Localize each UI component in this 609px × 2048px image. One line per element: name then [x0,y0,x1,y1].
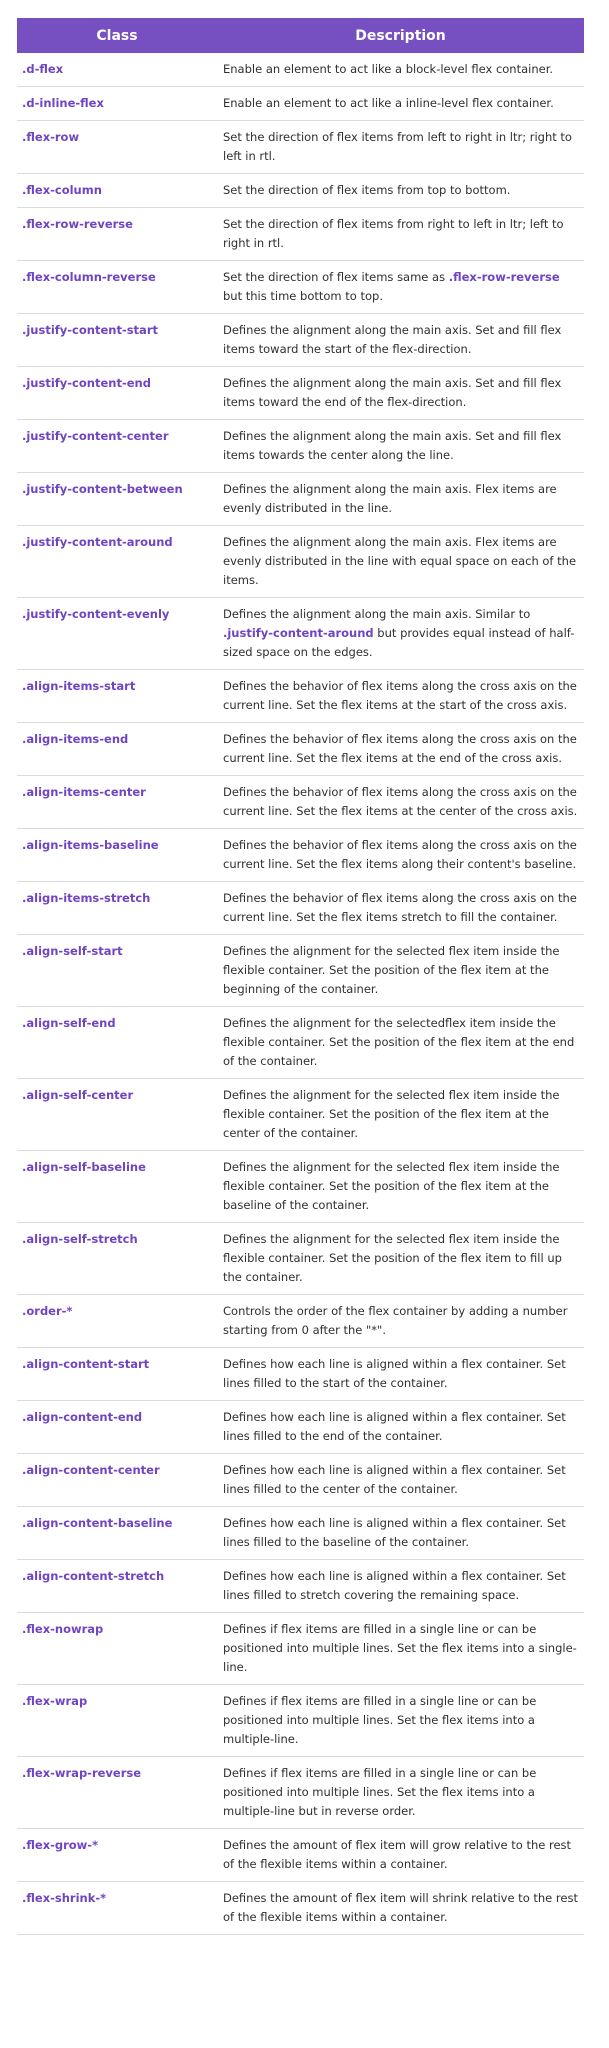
description-cell [217,208,584,261]
class-name-cell: .align-self-center [17,1079,217,1151]
description-cell [217,1685,584,1757]
class-name-cell: .align-content-stretch [17,1560,217,1613]
description-text: Set the direction of flex items from left to right in ltr; right to left in rtl. [223,130,572,163]
class-name-cell: .d-inline-flex [17,87,217,121]
table-row [17,1685,584,1757]
table-row [17,935,584,1007]
table-row [17,1348,584,1401]
column-header-description: Description [217,18,584,53]
class-name-cell: .justify-content-between [17,473,217,526]
description-cell [217,1079,584,1151]
description-cell [217,1295,584,1348]
description-cell [217,87,584,121]
class-name-cell: .align-items-center [17,776,217,829]
table-row [17,1882,584,1935]
description-cell [217,829,584,882]
table-row [17,1151,584,1223]
table-row [17,1560,584,1613]
table-row [17,670,584,723]
table-row [17,53,584,87]
description-cell [217,776,584,829]
description-cell [217,53,584,87]
description-cell [217,723,584,776]
table-row [17,314,584,367]
class-name-cell: .flex-grow-* [17,1829,217,1882]
table-row [17,1829,584,1882]
description-text: but provides equal instead of half-sized space on the edges. [223,626,575,659]
class-name-cell: .flex-nowrap [17,1613,217,1685]
description-cell [217,1151,584,1223]
description-text: Defines how each line is aligned within a flex container. Set lines filled to the end of the container. [223,1410,566,1443]
table-body [17,53,584,1935]
class-name-cell: .justify-content-evenly [17,598,217,670]
description-text: Defines the behavior of flex items along the cross axis on the current line. Set the flex items at the center of the cross axis. [223,785,578,818]
flex-utilities-table [17,18,584,1935]
description-text: Defines the alignment along the main axis. Set and fill flex items toward the end of the flex-direction. [223,376,562,409]
table-row [17,526,584,598]
class-name-cell: .align-content-baseline [17,1507,217,1560]
class-name-cell: .align-items-stretch [17,882,217,935]
table-row [17,1757,584,1829]
inline-class-reference: .justify-content-around [223,626,374,640]
table-row [17,1007,584,1079]
description-text: Set the direction of flex items from top to bottom. [223,183,511,197]
class-name-cell: .flex-column-reverse [17,261,217,314]
description-cell [217,473,584,526]
description-text: Set the direction of flex items same as [223,270,449,284]
description-cell [217,420,584,473]
description-cell [217,1829,584,1882]
class-name-cell: .align-content-start [17,1348,217,1401]
description-text: Defines the alignment along the main axis. Flex items are evenly distributed in the line with equal space on each of the items. [223,535,577,587]
class-name-cell: .align-content-center [17,1454,217,1507]
table-row [17,1613,584,1685]
description-cell [217,314,584,367]
description-text: Enable an element to act like a inline-level flex container. [223,96,554,110]
table-row [17,1079,584,1151]
description-text: Defines the alignment along the main axis. Similar to [223,607,531,621]
table-row [17,420,584,473]
table-row [17,121,584,174]
description-text: Enable an element to act like a block-level flex container. [223,62,554,76]
class-name-cell: .align-self-start [17,935,217,1007]
description-text: Controls the order of the flex container by adding a number starting from 0 after the "*". [223,1304,568,1337]
class-name-cell: .align-self-baseline [17,1151,217,1223]
class-name-cell: .justify-content-start [17,314,217,367]
class-name-cell: .flex-wrap-reverse [17,1757,217,1829]
description-text: Defines the alignment for the selected flex item inside the flexible container. Set the position of the flex item at the baseline of the container. [223,1160,560,1212]
table-row [17,261,584,314]
description-text: Defines the behavior of flex items along the cross axis on the current line. Set the flex items at the start of the cross axis. [223,679,577,712]
description-text: Defines if flex items are filled in a single line or can be positioned into multiple lines. Set the flex items into a multiple-line but in reverse order. [223,1766,537,1818]
description-text: Defines the alignment for the selected flex item inside the flexible container. Set the position of the flex item to fill up the container. [223,1232,562,1284]
description-cell [217,598,584,670]
description-cell [217,1223,584,1295]
flex-utilities-table-wrapper [17,18,584,1935]
description-cell [217,1348,584,1401]
description-cell [217,670,584,723]
description-cell [217,1560,584,1613]
description-cell [217,1454,584,1507]
table-row [17,1401,584,1454]
description-cell [217,935,584,1007]
inline-class-reference: .flex-row-reverse [448,270,560,284]
class-name-cell: .align-content-end [17,1401,217,1454]
description-text: Set the direction of flex items from right to left in ltr; left to right in rtl. [223,217,564,250]
table-row [17,723,584,776]
class-name-cell: .justify-content-end [17,367,217,420]
class-name-cell: .flex-wrap [17,1685,217,1757]
class-name-cell: .align-items-baseline [17,829,217,882]
description-text: Defines the alignment along the main axis. Flex items are evenly distributed in the line. [223,482,557,515]
description-text: Defines the alignment along the main axis. Set and fill flex items toward the start of the flex-direction. [223,323,562,356]
class-name-cell: .flex-shrink-* [17,1882,217,1935]
description-cell [217,1007,584,1079]
class-name-cell: .flex-row [17,121,217,174]
table-row [17,367,584,420]
table-row [17,776,584,829]
table-header [17,18,584,53]
table-row [17,1454,584,1507]
description-text: Defines how each line is aligned within a flex container. Set lines filled to the baseline of the container. [223,1516,566,1549]
description-text: Defines the alignment for the selectedflex item inside the flexible container. Set the position of the flex item at the end of the container. [223,1016,575,1068]
description-text: Defines how each line is aligned within a flex container. Set lines filled to the start of the container. [223,1357,566,1390]
class-name-cell: .order-* [17,1295,217,1348]
description-text: Defines the amount of flex item will grow relative to the rest of the flexible items within a container. [223,1838,572,1871]
description-text: Defines how each line is aligned within a flex container. Set lines filled to stretch covering the remaining space. [223,1569,566,1602]
description-text: Defines how each line is aligned within a flex container. Set lines filled to the center of the container. [223,1463,566,1496]
table-row [17,598,584,670]
description-text: Defines the behavior of flex items along the cross axis on the current line. Set the flex items along their content's baseline. [223,838,577,871]
header-row [17,18,584,53]
table-row [17,1223,584,1295]
description-cell [217,1507,584,1560]
description-cell [217,174,584,208]
table-row [17,208,584,261]
table-row [17,1507,584,1560]
table-row [17,829,584,882]
class-name-cell: .align-items-end [17,723,217,776]
class-name-cell: .justify-content-around [17,526,217,598]
class-name-cell: .justify-content-center [17,420,217,473]
description-text: Defines if flex items are filled in a single line or can be positioned into multiple lines. Set the flex items into a multiple-line. [223,1694,537,1746]
class-name-cell: .align-self-end [17,1007,217,1079]
description-text: Defines the alignment along the main axis. Set and fill flex items towards the center along the line. [223,429,562,462]
table-row [17,473,584,526]
class-name-cell: .d-flex [17,53,217,87]
description-text: Defines the behavior of flex items along the cross axis on the current line. Set the flex items stretch to fill the container. [223,891,577,924]
description-cell [217,1757,584,1829]
description-text: Defines the amount of flex item will shrink relative to the rest of the flexible items within a container. [223,1891,578,1924]
description-cell [217,1401,584,1454]
description-cell [217,882,584,935]
description-text: Defines the alignment for the selected flex item inside the flexible container. Set the position of the flex item at the beginning of the container. [223,944,560,996]
table-row [17,174,584,208]
description-cell [217,367,584,420]
column-header-class: Class [17,18,217,53]
class-name-cell: .align-self-stretch [17,1223,217,1295]
table-row [17,882,584,935]
table-row [17,1295,584,1348]
description-cell [217,261,584,314]
description-cell [217,1613,584,1685]
description-text: Defines the alignment for the selected flex item inside the flexible container. Set the position of the flex item at the center of the container. [223,1088,560,1140]
class-name-cell: .align-items-start [17,670,217,723]
description-text: but this time bottom to top. [223,289,383,303]
table-row [17,87,584,121]
class-name-cell: .flex-row-reverse [17,208,217,261]
description-cell [217,1882,584,1935]
description-cell [217,121,584,174]
class-name-cell: .flex-column [17,174,217,208]
description-cell [217,526,584,598]
description-text: Defines if flex items are filled in a single line or can be positioned into multiple lines. Set the flex items into a single-line. [223,1622,577,1674]
description-text: Defines the behavior of flex items along the cross axis on the current line. Set the flex items at the end of the cross axis. [223,732,577,765]
